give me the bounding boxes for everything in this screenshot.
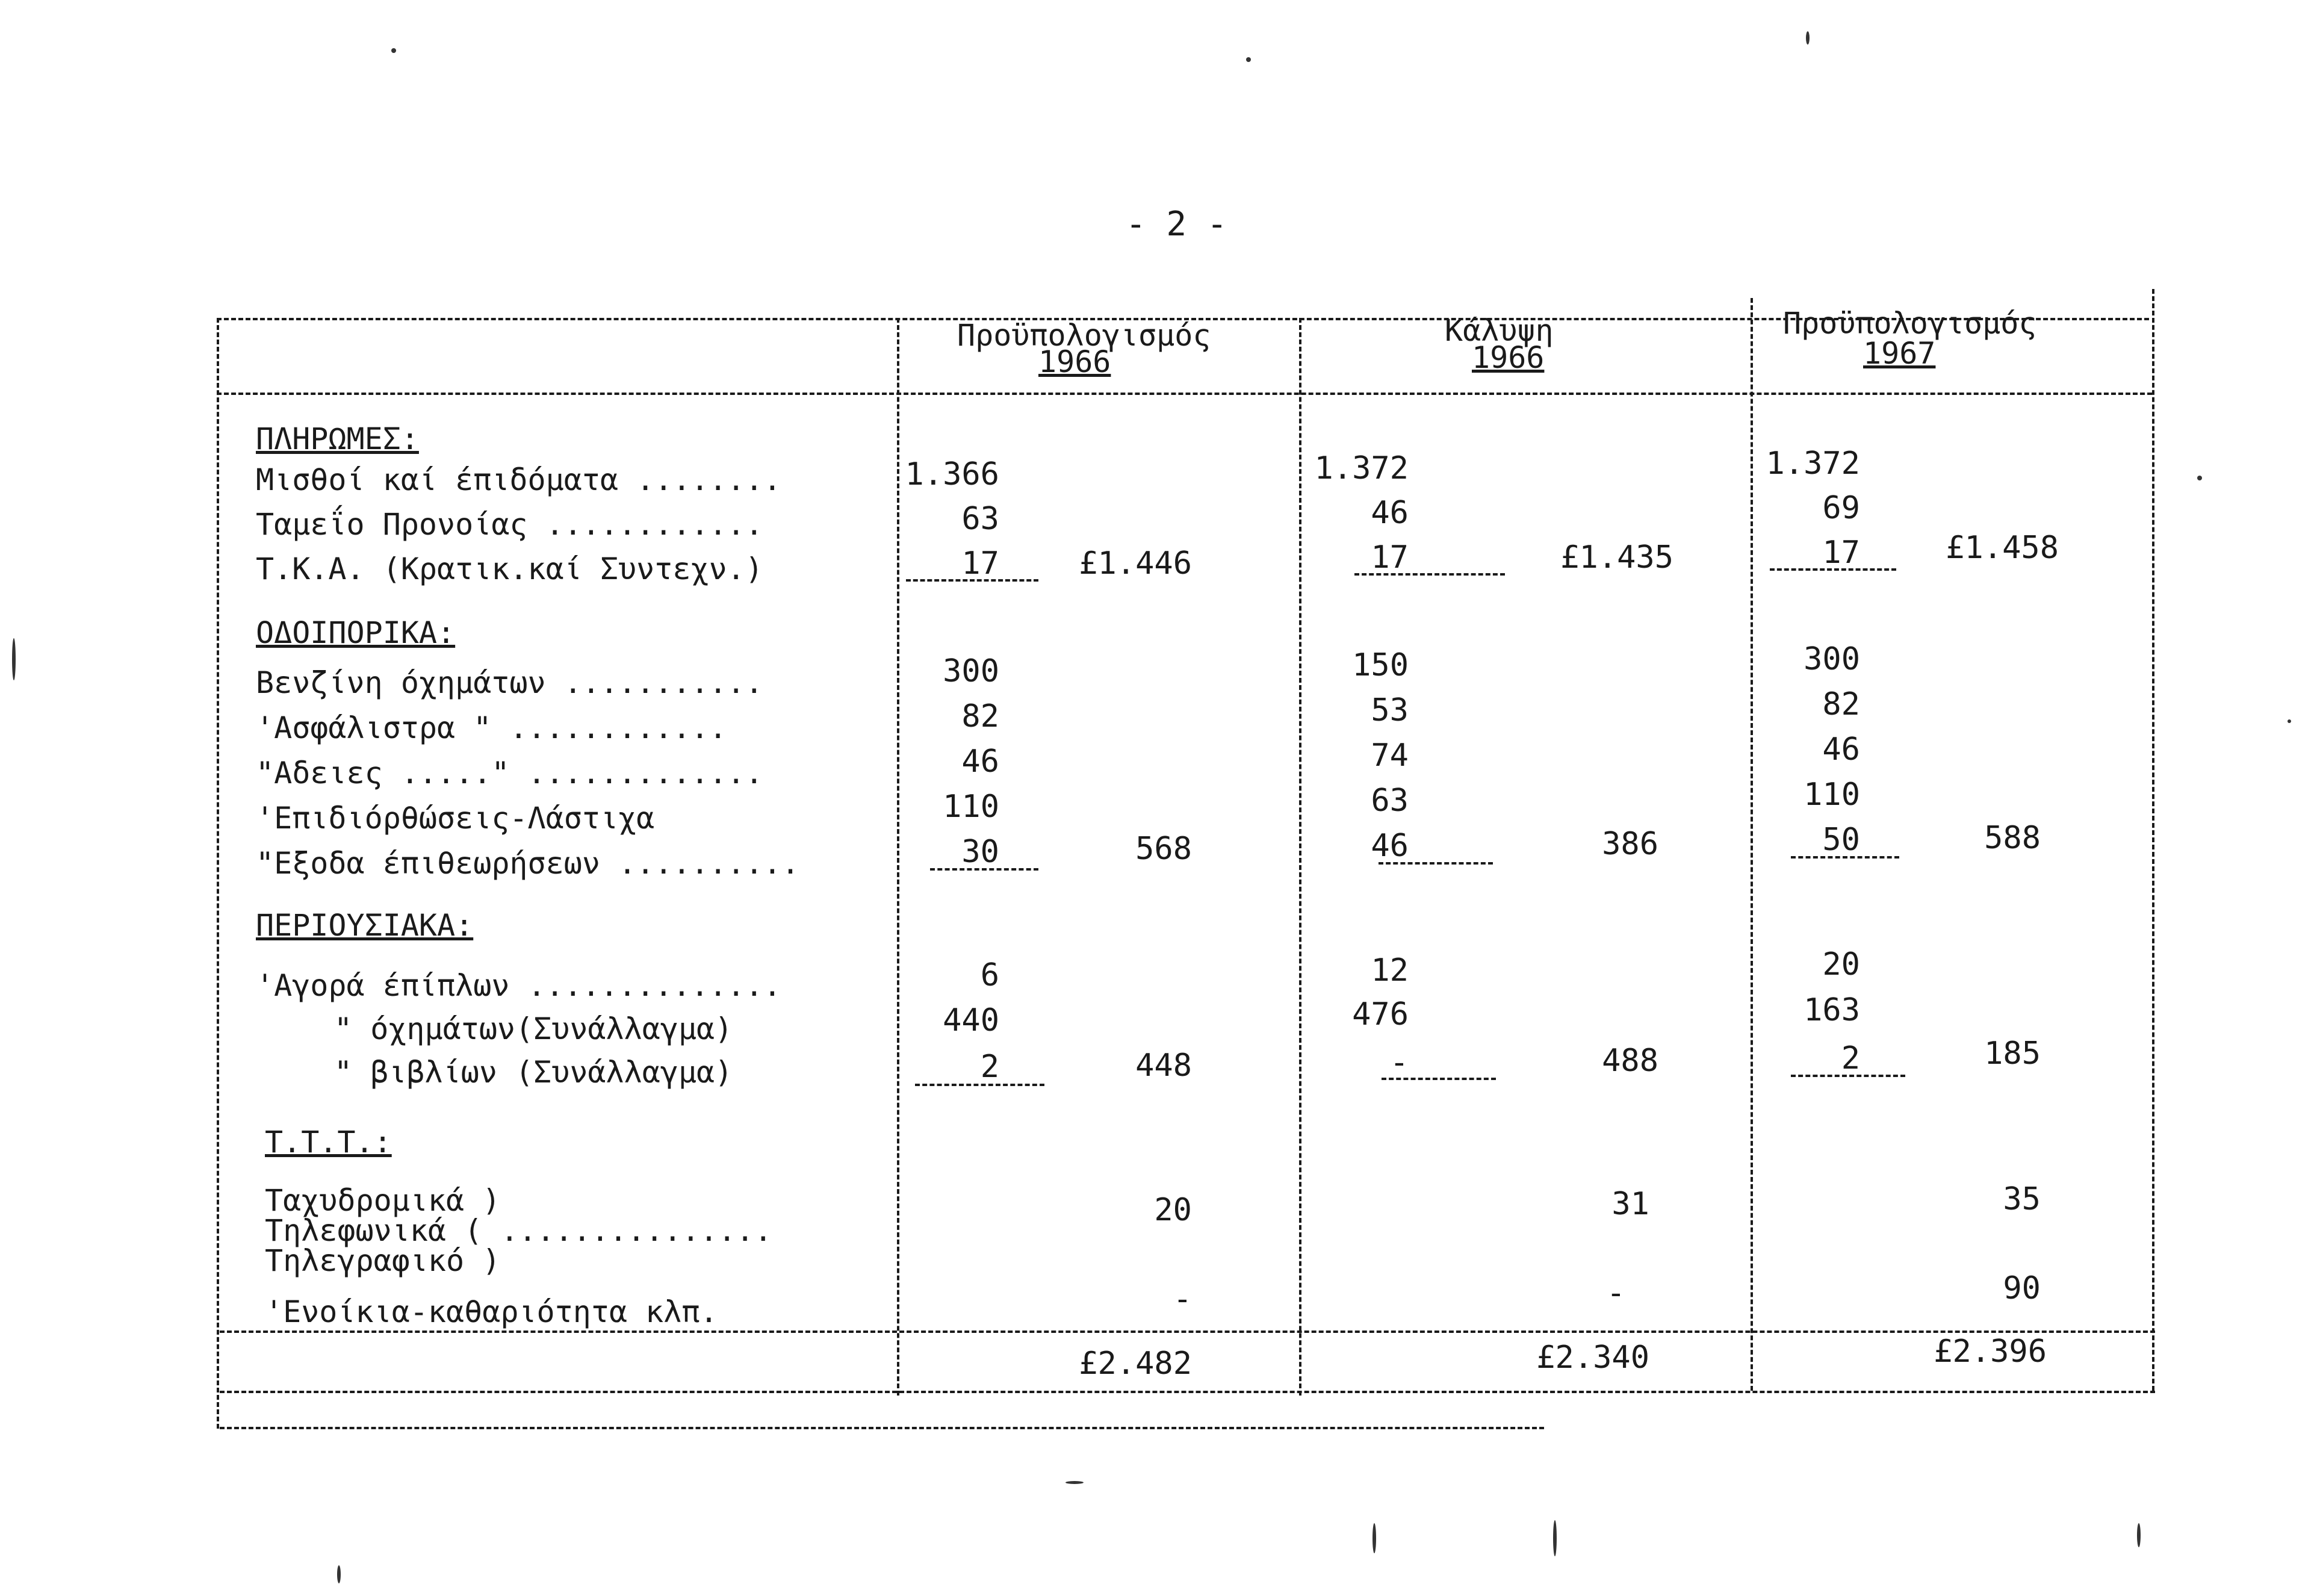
ttt-label-line: Ταχυδρομικά ) xyxy=(265,1183,501,1218)
cell-coverage-1966: 46 xyxy=(1371,828,1409,864)
section-heading-travel: ΟΔΟΙΠΟΡΙΚΑ: xyxy=(256,615,456,650)
section-heading-assets: ΠΕΡΙΟΥΣΙΑΚΑ: xyxy=(256,908,474,943)
subtotal-rule xyxy=(930,868,1038,871)
total-budget-1967: 35 xyxy=(2003,1181,2041,1217)
grand-total-coverage-1966: £2.340 xyxy=(1536,1340,1649,1376)
cell-budget-1966: 300 xyxy=(943,653,999,689)
scan-speck xyxy=(12,638,16,680)
total-coverage-1966: 386 xyxy=(1602,826,1658,862)
scan-speck xyxy=(2197,476,2202,480)
row-label: Μισθοί καί έπιδόματα ........ xyxy=(256,462,781,497)
cell-budget-1967: 69 xyxy=(1822,490,1860,526)
total-budget-1967: 90 xyxy=(2003,1270,2041,1306)
cell-budget-1966: 110 xyxy=(943,789,999,825)
scan-speck xyxy=(2287,719,2291,723)
subtotal-rule xyxy=(1791,856,1899,859)
cell-coverage-1966: 476 xyxy=(1352,996,1409,1032)
table-bottom-border xyxy=(220,1427,1544,1429)
scan-speck xyxy=(1372,1523,1376,1553)
scan-speck xyxy=(1553,1520,1557,1556)
col-header-coverage-1966-year: 1966 xyxy=(1472,340,1545,375)
cell-coverage-1966: 1.372 xyxy=(1314,450,1409,486)
cell-budget-1967: 20 xyxy=(1822,946,1860,983)
cell-budget-1967: 163 xyxy=(1804,992,1860,1028)
cell-budget-1966: 6 xyxy=(980,957,999,993)
subtotal-rule xyxy=(915,1084,1044,1086)
cell-coverage-1966: 53 xyxy=(1371,692,1409,728)
total-budget-1966: £1.446 xyxy=(1079,545,1192,582)
subtotal-rule xyxy=(1791,1075,1905,1077)
col-header-budget-1967-title: Προϋπολογισμός xyxy=(1783,306,2037,341)
grand-total-budget-1967: £2.396 xyxy=(1934,1334,2047,1370)
subtotal-rule xyxy=(1382,1078,1496,1080)
row-label: " βιβλίων (Συνάλλαγμα) xyxy=(334,1055,733,1090)
row-label: 'Επιδιόρθώσεις-Λάστιχα xyxy=(256,801,655,836)
col-header-budget-1966-title: Προϋπολογισμός xyxy=(957,318,1211,353)
cell-coverage-1966: 17 xyxy=(1371,539,1409,576)
row-label: " όχημάτων(Συνάλλαγμα) xyxy=(334,1011,733,1046)
scan-speck xyxy=(337,1565,341,1583)
row-label-rent: 'Ενοίκια-καθαριότητα κλπ. xyxy=(265,1294,718,1329)
col-header-coverage-1966-title: Κάλυψη xyxy=(1445,313,1554,348)
totals-top-border xyxy=(220,1331,2155,1333)
total-budget-1966: - xyxy=(1173,1281,1192,1317)
total-coverage-1966: £1.435 xyxy=(1560,539,1673,576)
total-budget-1966: 20 xyxy=(1154,1192,1192,1228)
cell-coverage-1966: 63 xyxy=(1371,783,1409,819)
row-label: "Εξοδα έπιθεωρήσεων .......... xyxy=(256,846,800,881)
scan-speck xyxy=(391,48,396,53)
cell-budget-1967: 300 xyxy=(1804,641,1860,677)
cell-budget-1966: 2 xyxy=(980,1049,999,1085)
cell-coverage-1966: 74 xyxy=(1371,737,1409,774)
row-label: Βενζίνη όχημάτων ........... xyxy=(256,665,763,700)
cell-budget-1966: 30 xyxy=(961,834,999,870)
cell-budget-1967: 110 xyxy=(1804,777,1860,813)
row-label: "Αδειες ....." ............. xyxy=(256,756,763,790)
ttt-label-line: Τηλεφωνικά ( ............... xyxy=(265,1213,772,1248)
total-budget-1966: 568 xyxy=(1135,831,1192,867)
cell-coverage-1966: - xyxy=(1389,1045,1409,1081)
row-label: 'Αγορά έπίπλων .............. xyxy=(256,968,781,1003)
scan-speck xyxy=(1246,57,1251,62)
grand-total-budget-1966: £2.482 xyxy=(1079,1346,1192,1382)
subtotal-rule xyxy=(1379,862,1493,865)
total-budget-1966: 448 xyxy=(1135,1048,1192,1084)
cell-coverage-1966: 46 xyxy=(1371,495,1409,531)
total-coverage-1966: - xyxy=(1606,1275,1625,1311)
row-label: Τ.Κ.Α. (Κρατικ.καί Συντεχν.) xyxy=(256,551,763,586)
section-heading-ttt: Τ.Τ.Τ.: xyxy=(265,1125,392,1160)
scan-speck xyxy=(1065,1481,1084,1484)
cell-budget-1967: 82 xyxy=(1822,686,1860,722)
cell-budget-1966: 63 xyxy=(961,501,999,537)
cell-budget-1966: 82 xyxy=(961,698,999,734)
cell-budget-1967: 17 xyxy=(1822,535,1860,571)
ttt-label-line: Τηλεγραφικό ) xyxy=(265,1243,501,1278)
totals-bottom-border xyxy=(220,1391,2155,1393)
subtotal-rule xyxy=(906,579,1038,582)
scan-speck xyxy=(1806,31,1810,45)
total-budget-1967: £1.458 xyxy=(1946,530,2059,566)
col-header-budget-1967-year: 1967 xyxy=(1863,336,1936,371)
subtotal-rule xyxy=(1354,573,1505,576)
cell-coverage-1966: 12 xyxy=(1371,952,1409,989)
scan-speck xyxy=(2137,1523,2141,1547)
total-budget-1967: 185 xyxy=(1984,1036,2041,1072)
row-label: 'Ασφάλιστρα " ............ xyxy=(256,710,727,745)
header-bottom-border xyxy=(217,393,2152,395)
cell-budget-1966: 46 xyxy=(961,744,999,780)
left-border xyxy=(217,318,219,1429)
cell-budget-1966: 1.366 xyxy=(905,456,999,492)
section-heading-payments: ΠΛΗΡΩΜΕΣ: xyxy=(256,421,419,456)
cell-budget-1967: 1.372 xyxy=(1766,446,1860,482)
cell-budget-1967: 46 xyxy=(1822,731,1860,768)
cell-budget-1966: 17 xyxy=(961,545,999,582)
subtotal-rule xyxy=(1770,568,1896,571)
col-header-budget-1966-year: 1966 xyxy=(1038,344,1111,379)
total-coverage-1966: 31 xyxy=(1611,1186,1649,1222)
cell-budget-1967: 2 xyxy=(1841,1040,1860,1076)
page-number: - 2 - xyxy=(1126,205,1227,244)
total-coverage-1966: 488 xyxy=(1602,1043,1658,1079)
cell-budget-1966: 440 xyxy=(943,1002,999,1039)
total-budget-1967: 588 xyxy=(1984,820,2041,856)
right-border xyxy=(2152,289,2154,1391)
row-label: Ταμεΐο Προνοίας ............ xyxy=(256,507,763,542)
cell-coverage-1966: 150 xyxy=(1352,647,1409,683)
cell-budget-1967: 50 xyxy=(1822,822,1860,858)
